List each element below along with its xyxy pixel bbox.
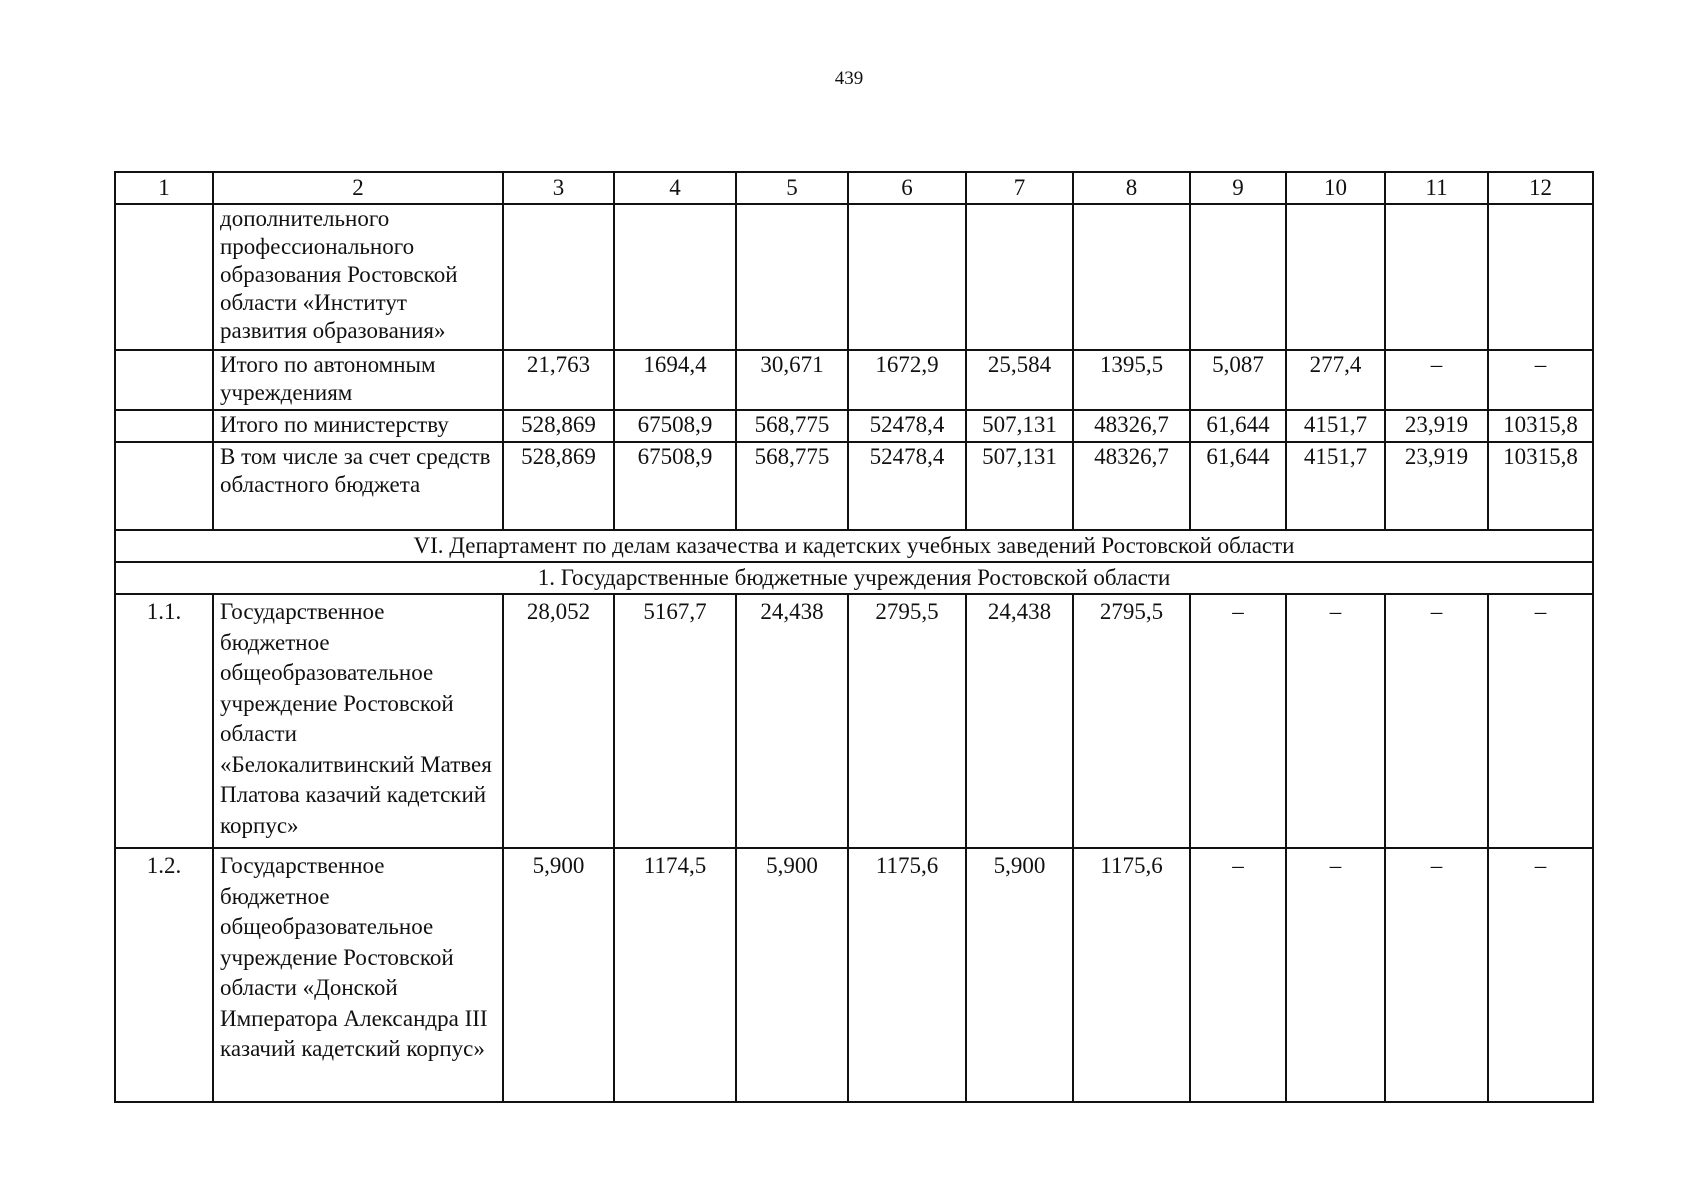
cell-value: –: [1385, 594, 1488, 848]
cell-value: 61,644: [1190, 410, 1286, 442]
column-number: 7: [966, 172, 1073, 204]
cell-value: 48326,7: [1073, 442, 1190, 530]
cell-value: 48326,7: [1073, 410, 1190, 442]
cell-value: –: [1488, 350, 1593, 410]
column-number: 3: [503, 172, 614, 204]
cell-value: [1286, 204, 1385, 350]
column-number: 11: [1385, 172, 1488, 204]
row-number: [115, 350, 213, 410]
cell-value: [1488, 204, 1593, 350]
row-name: В том числе за счет средств областного бюджета: [213, 442, 503, 530]
cell-value: 528,869: [503, 410, 614, 442]
column-number: 2: [213, 172, 503, 204]
cell-value: 1175,6: [848, 848, 966, 1102]
subsection-title: 1. Государственные бюджетные учреждения Ростовской области: [115, 562, 1593, 594]
cell-value: [1385, 204, 1488, 350]
cell-value: –: [1190, 848, 1286, 1102]
cell-value: 5,900: [503, 848, 614, 1102]
row-name: Итого по автономным учреждениям: [213, 350, 503, 410]
cell-value: 5,087: [1190, 350, 1286, 410]
column-number: 12: [1488, 172, 1593, 204]
column-number: 1: [115, 172, 213, 204]
section-title: VI. Департамент по делам казачества и кадетских учебных заведений Ростовской области: [115, 530, 1593, 562]
row-number: 1.2.: [115, 848, 213, 1102]
cell-value: –: [1286, 594, 1385, 848]
cell-value: 52478,4: [848, 410, 966, 442]
cell-value: [503, 204, 614, 350]
subsection-row: [115, 562, 1593, 594]
table-row: [115, 350, 1593, 410]
cell-value: 568,775: [736, 442, 848, 530]
cell-value: –: [1488, 848, 1593, 1102]
cell-value: 1174,5: [614, 848, 736, 1102]
cell-value: –: [1286, 848, 1385, 1102]
cell-value: 1175,6: [1073, 848, 1190, 1102]
cell-value: 5,900: [736, 848, 848, 1102]
cell-value: 4151,7: [1286, 442, 1385, 530]
cell-value: 1395,5: [1073, 350, 1190, 410]
cell-value: –: [1385, 848, 1488, 1102]
budget-table: [114, 171, 1594, 1103]
cell-value: 67508,9: [614, 410, 736, 442]
cell-value: 10315,8: [1488, 410, 1593, 442]
cell-value: 2795,5: [1073, 594, 1190, 848]
cell-value: 5,900: [966, 848, 1073, 1102]
column-number: 10: [1286, 172, 1385, 204]
section-row: [115, 530, 1593, 562]
cell-value: [848, 204, 966, 350]
row-name: Государственное бюджетное общеобразовательное учреждение Ростовской области «Донской Императора Александра III казачий кадетский корпус»: [213, 848, 503, 1102]
cell-value: 10315,8: [1488, 442, 1593, 530]
row-name: Государственное бюджетное общеобразовательное учреждение Ростовской области «Белокалитвинский Матвея Платова казачий кадетский корпус»: [213, 594, 503, 848]
table-row: [115, 442, 1593, 530]
cell-value: [966, 204, 1073, 350]
cell-value: [614, 204, 736, 350]
column-number: 6: [848, 172, 966, 204]
row-number: 1.1.: [115, 594, 213, 848]
cell-value: 2795,5: [848, 594, 966, 848]
row-name: дополнительного профессионального образования Ростовской области «Институт развития образования»: [213, 204, 503, 350]
cell-value: –: [1385, 350, 1488, 410]
cell-value: 277,4: [1286, 350, 1385, 410]
cell-value: 528,869: [503, 442, 614, 530]
cell-value: 30,671: [736, 350, 848, 410]
column-number: 9: [1190, 172, 1286, 204]
table-row: [115, 410, 1593, 442]
cell-value: 568,775: [736, 410, 848, 442]
row-number: [115, 410, 213, 442]
table-row: [115, 594, 1593, 848]
row-number: [115, 204, 213, 350]
cell-value: 24,438: [966, 594, 1073, 848]
column-number: 8: [1073, 172, 1190, 204]
cell-value: 1672,9: [848, 350, 966, 410]
row-number: [115, 442, 213, 530]
cell-value: 28,052: [503, 594, 614, 848]
column-number: 5: [736, 172, 848, 204]
cell-value: 23,919: [1385, 410, 1488, 442]
table-row: [115, 848, 1593, 1102]
cell-value: –: [1488, 594, 1593, 848]
table-row: [115, 204, 1593, 350]
cell-value: 52478,4: [848, 442, 966, 530]
column-number: 4: [614, 172, 736, 204]
cell-value: 67508,9: [614, 442, 736, 530]
cell-value: 24,438: [736, 594, 848, 848]
cell-value: –: [1190, 594, 1286, 848]
cell-value: [1190, 204, 1286, 350]
cell-value: 25,584: [966, 350, 1073, 410]
row-name: Итого по министерству: [213, 410, 503, 442]
cell-value: 5167,7: [614, 594, 736, 848]
cell-value: 21,763: [503, 350, 614, 410]
cell-value: 507,131: [966, 442, 1073, 530]
column-number-row: [115, 172, 1593, 204]
cell-value: 507,131: [966, 410, 1073, 442]
cell-value: 61,644: [1190, 442, 1286, 530]
cell-value: [736, 204, 848, 350]
cell-value: [1073, 204, 1190, 350]
cell-value: 4151,7: [1286, 410, 1385, 442]
cell-value: 23,919: [1385, 442, 1488, 530]
cell-value: 1694,4: [614, 350, 736, 410]
page-number: 439: [834, 68, 864, 89]
